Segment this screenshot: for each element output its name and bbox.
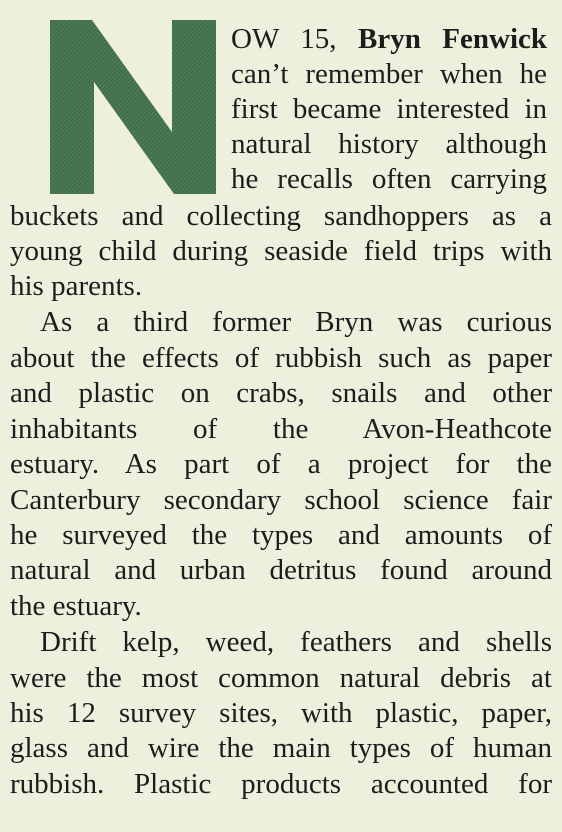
first-line-rest: OW 15, (231, 23, 337, 55)
person-name: Bryn Fenwick (357, 23, 548, 55)
text-line-7: young child during seaside field trips with (10, 235, 552, 267)
dropcap-letter-n (50, 20, 216, 194)
text-line-17: the estuary. (10, 590, 142, 622)
text-line-15: he surveyed the types and amounts of (10, 519, 552, 551)
text-line-2: can’t remember when he (231, 58, 547, 90)
text-line-3: first became interested in (231, 93, 547, 125)
text-line-14: Canterbury secondary school science fair (10, 484, 552, 516)
text-line-5: he recalls often carrying (231, 163, 547, 195)
text-line-20: his 12 survey sites, with plastic, paper, (10, 697, 552, 729)
text-line-18: Drift kelp, weed, feathers and shells (40, 626, 552, 658)
text-line-6: buckets and collecting sandhoppers as a (10, 200, 552, 232)
text-line-8: his parents. (10, 270, 143, 302)
text-line-22: rubbish. Plastic products accounted for (10, 768, 552, 800)
text-line-19: were the most common natural debris at (10, 662, 552, 694)
text-line-4: natural history although (231, 128, 547, 160)
text-line-1 (231, 22, 547, 56)
text-line-10: about the effects of rubbish such as paper (10, 342, 552, 374)
text-line-11: and plastic on crabs, snails and other (10, 377, 552, 409)
text-line-9: As a third former Bryn was curious (40, 306, 552, 338)
text-line-12: inhabitants of the Avon-Heathcote (10, 413, 552, 445)
text-line-16: natural and urban detritus found around (10, 554, 552, 586)
text-line-13: estuary. As part of a project for the (10, 448, 552, 480)
text-line-21: glass and wire the main types of human (10, 732, 552, 764)
